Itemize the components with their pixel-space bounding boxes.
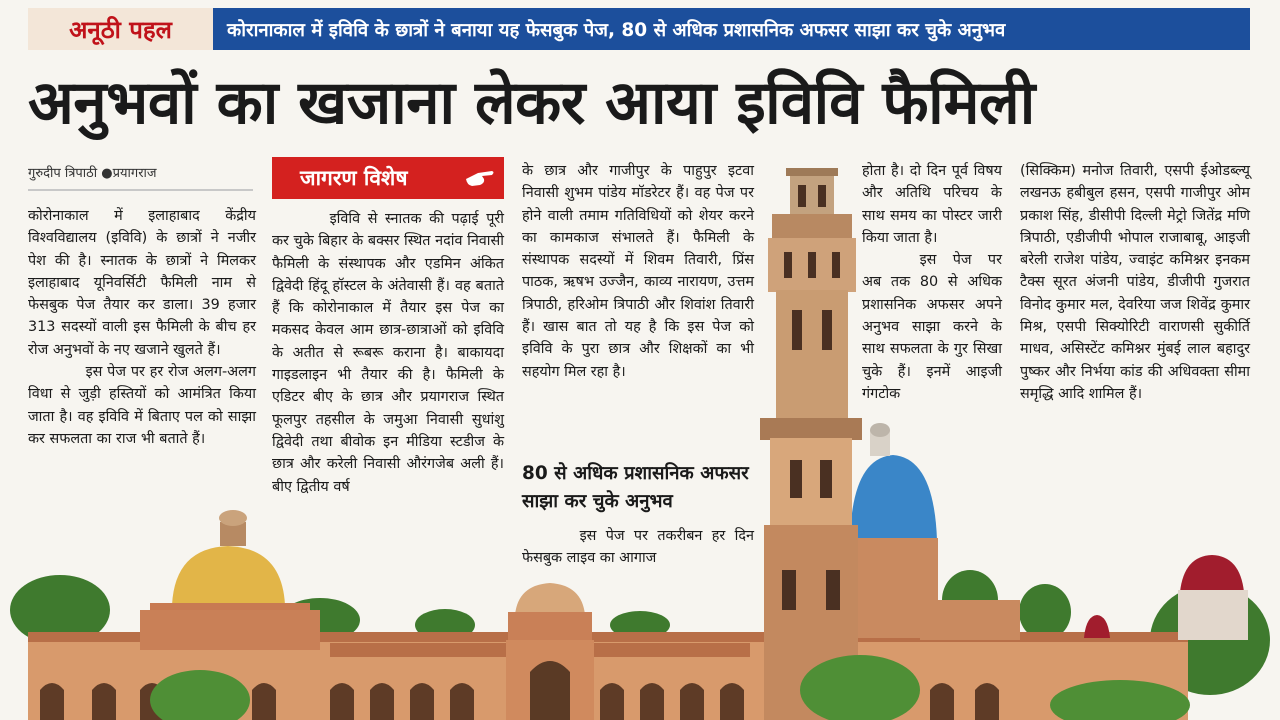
- column-5-para-1: (सिक्किम) मनोज तिवारी, एसपी ईओडब्ल्यू लखनऊ हबीबुल हसन, एसपी गाजीपुर ओम प्रकाश सिंह, डीसीपी दिल्ली मेट्रो जितेंद्र मणि त्रिपाठी, एडीजीपी भोपाल राजाबाबू, आइजी बरेली राजेश पांडेय, ज्वाइंट कमिश्नर इनकम टैक्स सूरत अंजनी पांडेय, डीजीपी गुजरात विनोद कुमार मल, देवरिया जज शिवेंद्र कुमार मिश्र, एसपी सिक्योरिटी वाराणसी सुकीर्ति माधव, असिस्टेंट कमिश्नर मुंबई लाल बहादुर पुष्कर और निर्भया कांड की अधिवक्ता सीमा समृद्धि आदि शामिल हैं।: [1020, 163, 1250, 402]
- clock-tower: [760, 168, 862, 720]
- byline: गुरुदीप त्रिपाठी ●प्रयागराज: [28, 163, 253, 191]
- foreground-trees: [150, 655, 1190, 720]
- column-3: [522, 160, 754, 383]
- column-4: [862, 160, 1002, 405]
- strap-headline: कोरानाकाल में इविवि के छात्रों ने बनाया यह फेसबुक पेज, 80 से अधिक प्रशासनिक अफसर साझा कर चुके अनुभव: [213, 8, 1250, 50]
- pointing-hand-icon: [464, 165, 496, 191]
- column-1: [28, 205, 256, 450]
- arches: [40, 683, 999, 720]
- trees: [10, 570, 1270, 695]
- main-headline: अनुभवों का खजाना लेकर आया इविवि फैमिली: [28, 68, 1035, 138]
- gold-dome: [150, 510, 310, 619]
- column-4-para-2: इस पेज पर अब तक 80 से अधिक प्रशासनिक अफसर अपने अनुभव साझा करने के साथ सफलता के गुर सिखा चुके हैं। इनमें आइजी गंगटोक: [862, 252, 1002, 402]
- jagran-special-badge: [272, 157, 504, 199]
- kicker-label: अनूठी पहल: [28, 8, 213, 50]
- column-3-para-2: इस पेज पर तकरीबन हर दिन फेसबुक लाइव का आगाज: [522, 528, 754, 567]
- column-2-para-1: इविवि से स्नातक की पढ़ाई पूरी कर चुके बिहार के बक्सर स्थित नदांव निवासी फैमिली के संस्थापक और एडमिन अंकित द्विवेदी हिंदू हॉस्टल के अंतेवासी हैं। वह बताते हैं कि कोरोनाकाल में तैयार इस पेज का मकसद केवल आम छात्र-छात्राओं को इविवि के अतीत से रूबरू कराना है। बाकायदा गाइडलाइन भी तैयार की है। फैमिली के एडिटर बीए के छात्र और प्रयागराज स्थित फूलपुर तहसील के जमुआ निवासी सुधांशु द्विवेदी तथा बीवोक इन मीडिया स्टडीज के छात्र और करेली निवासी औरंगजेब अली हैं। बीए द्वितीय वर्ष: [272, 211, 504, 495]
- jagran-special-label: जागरण विशेष: [300, 166, 408, 190]
- column-5: [1020, 160, 1250, 405]
- top-banner: [28, 8, 1250, 50]
- center-dome: [506, 583, 594, 720]
- blue-dome: [850, 423, 1020, 640]
- column-1-para-2: इस पेज पर हर रोज अलग-अलग विधा से जुड़ी हस्तियों को आमंत्रित किया जाता है। वह इविवि में बिताए पल को साझा कर सफलता का राज भी बताते हैं।: [28, 364, 256, 447]
- main-facade: [28, 610, 1188, 720]
- column-3-subhead: 80 से अधिक प्रशासनिक अफसर साझा कर चुके अनुभव: [522, 463, 749, 512]
- column-4-para-1: होता है। दो दिन पूर्व विषय और अतिथि परिचय के साथ समय का पोस्टर जारी किया जाता है।: [862, 163, 1002, 246]
- column-1-para-1: कोरोनाकाल में इलाहाबाद केंद्रीय विश्वविद्यालय (इविवि) के छात्रों ने नजीर पेश की है। स्नातक के छात्रों ने मिलकर इलाहाबाद यूनिवर्सिटी फैमिली नाम से फेसबुक पेज तैयार कर डाला। 39 हजार 313 सदस्यों वाली इस फैमिली के बीच हर रोज अनुभवों के नए खजाने खुलते हैं।: [28, 208, 256, 358]
- column-2: [272, 208, 504, 498]
- column-3-para-1: के छात्र और गाजीपुर के पाहुपुर इटवा निवासी शुभम पांडेय मॉडरेटर हैं। वह पेज पर होने वाली तमाम गतिविधियों को शेयर करने का कामकाज संभालते हैं। फैमिली के संस्थापक सदस्यों में शिवम तिवारी, प्रिंस पाठक, ऋषभ उज्जैन, काव्य नारायण, उत्तम त्रिपाठी, हरिओम त्रिपाठी और शिवांश तिवारी हैं। खास बात तो यह है कि इस पेज को इविवि के पुरा छात्र और शिक्षकों का भी सहयोग मिल रहा है।: [522, 163, 754, 380]
- column-3b: [522, 525, 754, 570]
- red-dome: [1084, 555, 1248, 640]
